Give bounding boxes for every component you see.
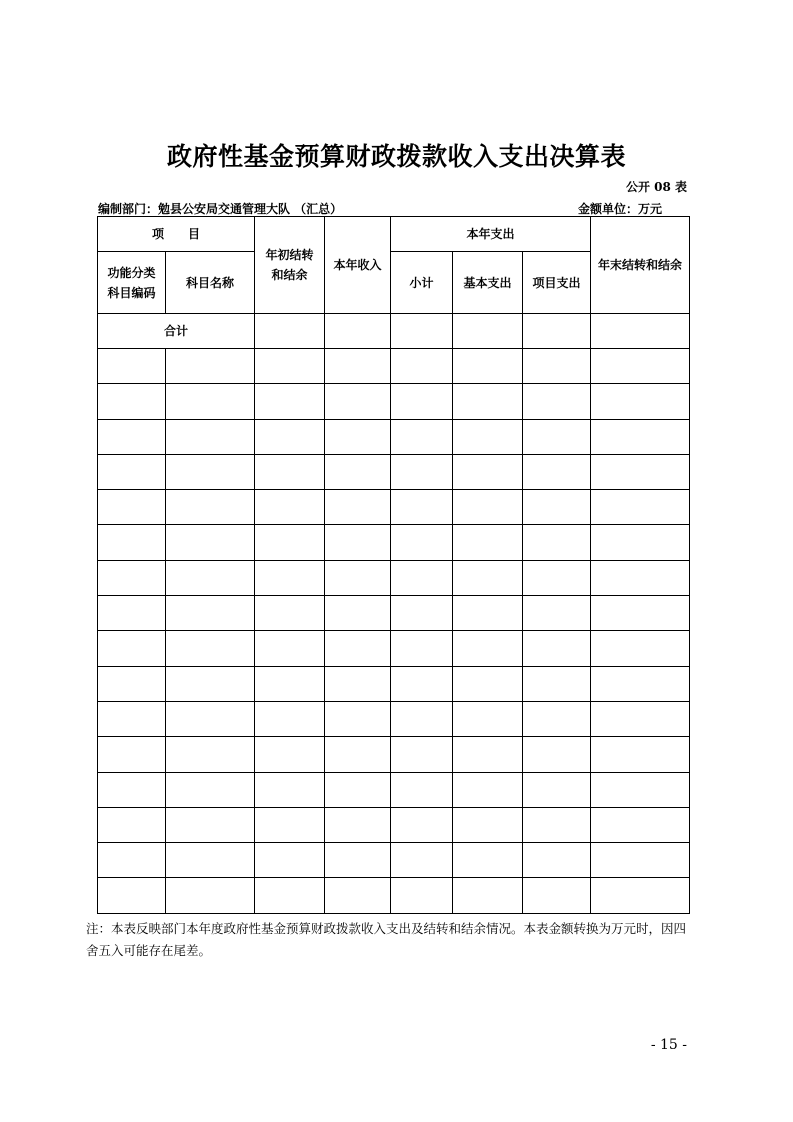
table-row (98, 490, 690, 525)
header-begin-balance: 年初结转和结余 (255, 217, 325, 314)
table-cell (523, 525, 591, 560)
table-cell (591, 596, 690, 631)
table-cell (453, 349, 523, 384)
table-cell (166, 807, 255, 842)
table-row (98, 454, 690, 489)
table-row (98, 419, 690, 454)
table-row (98, 596, 690, 631)
table-cell (166, 701, 255, 736)
table-cell (255, 490, 325, 525)
footnote: 注：本表反映部门本年度政府性基金预算财政拨款收入支出及结转和结余情况。本表金额转换为万元时，因四舍五入可能存在尾差。 (86, 921, 687, 958)
table-cell (523, 772, 591, 807)
table-cell (391, 384, 453, 419)
table-cell (98, 490, 166, 525)
table-cell (391, 878, 453, 913)
table-cell (325, 560, 391, 595)
table-cell (325, 525, 391, 560)
header-project: 项目支出 (523, 252, 591, 314)
table-cell (255, 772, 325, 807)
table-cell (166, 878, 255, 913)
budget-table (97, 216, 690, 914)
table-cell (325, 878, 391, 913)
header-basic: 基本支出 (453, 252, 523, 314)
table-cell (255, 525, 325, 560)
table-cell (523, 419, 591, 454)
table-cell (325, 596, 391, 631)
table-cell (98, 384, 166, 419)
header-income: 本年收入 (325, 217, 391, 314)
table-cell (166, 525, 255, 560)
table-cell (453, 807, 523, 842)
table-cell (591, 807, 690, 842)
table-cell (98, 525, 166, 560)
table-row (98, 737, 690, 772)
table-cell (591, 490, 690, 525)
table-cell (453, 666, 523, 701)
table-cell (523, 596, 591, 631)
table-cell (325, 701, 391, 736)
table-cell (591, 737, 690, 772)
table-cell (591, 525, 690, 560)
table-row (98, 349, 690, 384)
table-cell (523, 843, 591, 878)
table-cell (166, 596, 255, 631)
table-cell (255, 666, 325, 701)
header-item: 项 目 (98, 217, 255, 252)
table-cell (255, 737, 325, 772)
total-cell (325, 314, 391, 349)
table-cell (591, 701, 690, 736)
table-cell (453, 772, 523, 807)
total-cell (453, 314, 523, 349)
table-cell (325, 419, 391, 454)
table-cell (325, 454, 391, 489)
table-cell (591, 384, 690, 419)
table-cell (453, 490, 523, 525)
table-cell (166, 419, 255, 454)
table-cell (166, 560, 255, 595)
table-cell (98, 772, 166, 807)
table-cell (391, 843, 453, 878)
table-cell (255, 384, 325, 419)
table-cell (255, 701, 325, 736)
table-cell (453, 384, 523, 419)
table-cell (523, 349, 591, 384)
table-cell (98, 843, 166, 878)
table-cell (255, 878, 325, 913)
table-cell (391, 772, 453, 807)
table-cell (325, 737, 391, 772)
table-cell (98, 560, 166, 595)
total-cell (391, 314, 453, 349)
table-cell (98, 596, 166, 631)
table-cell (166, 454, 255, 489)
unit-label: 金额单位：万元 (577, 202, 662, 216)
table-cell (523, 490, 591, 525)
table-cell (391, 560, 453, 595)
table-cell (523, 454, 591, 489)
table-cell (166, 737, 255, 772)
table-cell (255, 419, 325, 454)
table-cell (453, 454, 523, 489)
header-name: 科目名称 (166, 252, 255, 314)
table-cell (523, 560, 591, 595)
table-cell (255, 454, 325, 489)
table-row (98, 878, 690, 913)
table-cell (325, 349, 391, 384)
table-cell (391, 807, 453, 842)
table-cell (391, 525, 453, 560)
table-cell (325, 772, 391, 807)
table-cell (591, 666, 690, 701)
table-cell (255, 843, 325, 878)
table-cell (453, 701, 523, 736)
table-cell (166, 490, 255, 525)
header-subtotal: 小计 (391, 252, 453, 314)
table-cell (453, 419, 523, 454)
table-cell (453, 737, 523, 772)
table-cell (591, 878, 690, 913)
table-cell (98, 631, 166, 666)
table-cell (591, 843, 690, 878)
table-cell (98, 878, 166, 913)
table-cell (523, 878, 591, 913)
table-cell (98, 419, 166, 454)
table-cell (523, 701, 591, 736)
table-cell (391, 490, 453, 525)
table-cell (255, 349, 325, 384)
total-cell (591, 314, 690, 349)
department-label: 编制部门：勉县公安局交通管理大队 （汇总） (98, 202, 343, 216)
table-cell (391, 737, 453, 772)
table-cell (591, 772, 690, 807)
table-row (98, 843, 690, 878)
table-cell (98, 666, 166, 701)
table-row (98, 384, 690, 419)
table-cell (391, 631, 453, 666)
table-cell (166, 384, 255, 419)
table-row (98, 666, 690, 701)
form-number: 公开 08 表 (625, 180, 687, 194)
table-row (98, 701, 690, 736)
table-cell (391, 701, 453, 736)
table-cell (391, 596, 453, 631)
table-cell (453, 631, 523, 666)
table-cell (98, 701, 166, 736)
page-title: 政府性基金预算财政拨款收入支出决算表 (166, 142, 626, 171)
table-cell (453, 560, 523, 595)
table-cell (98, 807, 166, 842)
table-cell (98, 737, 166, 772)
table-cell (255, 596, 325, 631)
table-cell (166, 349, 255, 384)
total-label: 合计 (98, 314, 255, 349)
table-cell (255, 807, 325, 842)
table-cell (453, 525, 523, 560)
table-cell (98, 349, 166, 384)
table-cell (166, 843, 255, 878)
table-cell (523, 666, 591, 701)
table-cell (391, 454, 453, 489)
table-cell (591, 349, 690, 384)
table-cell (325, 807, 391, 842)
table-cell (523, 807, 591, 842)
table-cell (325, 843, 391, 878)
table-cell (325, 490, 391, 525)
table-cell (255, 560, 325, 595)
table-cell (523, 631, 591, 666)
table-cell (391, 666, 453, 701)
table-row (98, 560, 690, 595)
total-cell (255, 314, 325, 349)
table-cell (591, 560, 690, 595)
table-cell (453, 596, 523, 631)
table-cell (391, 419, 453, 454)
table-cell (255, 631, 325, 666)
table-row (98, 807, 690, 842)
table-cell (98, 454, 166, 489)
header-code: 功能分类科目编码 (98, 252, 166, 314)
table-row (98, 631, 690, 666)
header-expense: 本年支出 (391, 217, 591, 252)
table-cell (166, 631, 255, 666)
page-number: - 15 - (650, 1037, 687, 1053)
table-cell (166, 666, 255, 701)
table-cell (325, 666, 391, 701)
table-cell (591, 419, 690, 454)
table-cell (453, 843, 523, 878)
table-cell (325, 384, 391, 419)
table-cell (166, 772, 255, 807)
table-cell (591, 454, 690, 489)
total-cell (523, 314, 591, 349)
header-end-balance: 年末结转和结余 (591, 217, 690, 314)
table-cell (523, 737, 591, 772)
table-cell (523, 384, 591, 419)
table-cell (391, 349, 453, 384)
table-cell (591, 631, 690, 666)
table-cell (325, 631, 391, 666)
table-row (98, 772, 690, 807)
table-row (98, 525, 690, 560)
total-row (98, 314, 690, 349)
table-cell (453, 878, 523, 913)
